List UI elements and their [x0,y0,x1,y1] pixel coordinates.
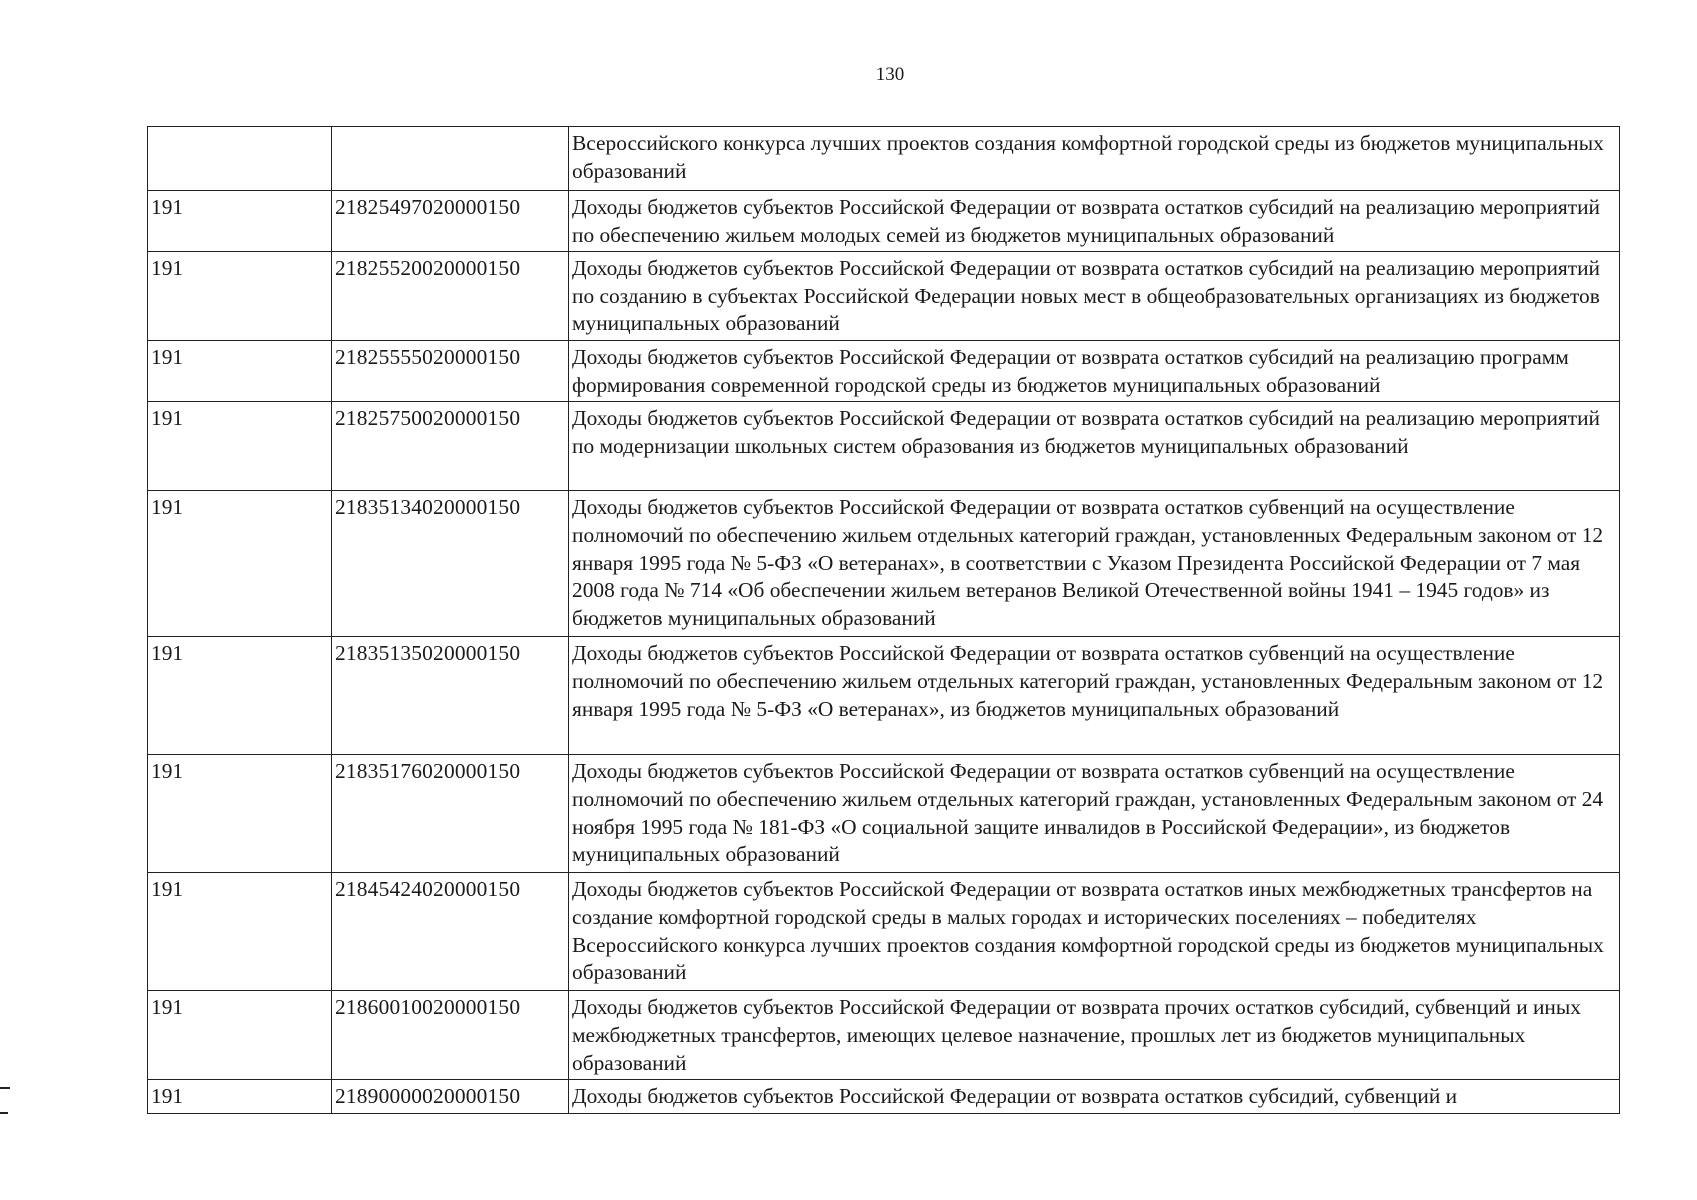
revenue-name-cell: Доходы бюджетов субъектов Российской Федерации от возврата остатков субсидий на реализацию программ формирования современной городской среды из бюджетов муниципальных образований [569,341,1620,402]
admin-code-cell: 191 [148,873,332,991]
kbk-code-cell: 21835135020000150 [332,637,569,755]
admin-code-cell: 191 [148,252,332,341]
scan-edge-mark [0,1112,8,1114]
revenue-name-cell: Доходы бюджетов субъектов Российской Федерации от возврата остатков субсидий на реализацию мероприятий по модернизации школьных систем образования из бюджетов муниципальных образований [569,402,1620,491]
admin-code-cell: 191 [148,191,332,252]
kbk-code-cell: 21845424020000150 [332,873,569,991]
kbk-code-cell: 21825750020000150 [332,402,569,491]
kbk-code-cell: 21825555020000150 [332,341,569,402]
revenue-name-cell: Доходы бюджетов субъектов Российской Федерации от возврата остатков субвенций на осуществление полномочий по обеспечению жильем отдельных категорий граждан, установленных Федеральным законом от 12 января 1995 года № 5-ФЗ «О ветеранах», из бюджетов муниципальных образований [569,637,1620,755]
revenue-name-cell: Доходы бюджетов субъектов Российской Федерации от возврата остатков субвенций на осуществление полномочий по обеспечению жильем отдельных категорий граждан, установленных Федеральным законом от 12 января 1995 года № 5-ФЗ «О ветеранах», в соответствии с Указом Президента Российской Федерации от 7 мая 2008 года № 714 «Об обеспечении жильем ветеранов Великой Отечественной войны 1941 – 1945 годов» из бюджетов муниципальных образований [569,491,1620,637]
kbk-code-cell [332,127,569,191]
revenue-name-cell: Доходы бюджетов субъектов Российской Федерации от возврата остатков субсидий, субвенций и [569,1080,1620,1114]
table-row [148,191,1620,252]
kbk-code-cell: 21825497020000150 [332,191,569,252]
table-row [148,1080,1620,1114]
table-row [148,491,1620,637]
table-row [148,402,1620,491]
revenue-name-cell: Всероссийского конкурса лучших проектов создания комфортной городской среды из бюджетов муниципальных образований [569,127,1620,191]
admin-code-cell: 191 [148,491,332,637]
kbk-code-cell: 21860010020000150 [332,991,569,1080]
revenue-name-cell: Доходы бюджетов субъектов Российской Федерации от возврата прочих остатков субсидий, субвенций и иных межбюджетных трансфертов, имеющих целевое назначение, прошлых лет из бюджетов муниципальных образований [569,991,1620,1080]
table-row [148,341,1620,402]
admin-code-cell: 191 [148,341,332,402]
revenue-name-cell: Доходы бюджетов субъектов Российской Федерации от возврата остатков иных межбюджетных трансфертов на создание комфортной городской среды в малых городах и исторических поселениях – победителях Всероссийского конкурса лучших проектов создания комфортной городской среды из бюджетов муниципальных образований [569,873,1620,991]
kbk-code-cell: 21835176020000150 [332,755,569,873]
admin-code-cell: 191 [148,637,332,755]
budget-codes-table [147,126,1620,1114]
table-row [148,873,1620,991]
admin-code-cell: 191 [148,991,332,1080]
kbk-code-cell: 21825520020000150 [332,252,569,341]
table-row [148,637,1620,755]
kbk-code-cell: 21835134020000150 [332,491,569,637]
table-row [148,127,1620,191]
table-row [148,252,1620,341]
kbk-code-cell: 21890000020000150 [332,1080,569,1114]
revenue-name-cell: Доходы бюджетов субъектов Российской Федерации от возврата остатков субсидий на реализацию мероприятий по обеспечению жильем молодых семей из бюджетов муниципальных образований [569,191,1620,252]
admin-code-cell: 191 [148,402,332,491]
admin-code-cell: 191 [148,755,332,873]
table-row [148,755,1620,873]
page-number: 130 [875,64,905,85]
scan-edge-mark [0,1087,10,1089]
table-row [148,991,1620,1080]
admin-code-cell: 191 [148,1080,332,1114]
revenue-name-cell: Доходы бюджетов субъектов Российской Федерации от возврата остатков субвенций на осуществление полномочий по обеспечению жильем отдельных категорий граждан, установленных Федеральным законом от 24 ноября 1995 года № 181-ФЗ «О социальной защите инвалидов в Российской Федерации», из бюджетов муниципальных образований [569,755,1620,873]
revenue-name-cell: Доходы бюджетов субъектов Российской Федерации от возврата остатков субсидий на реализацию мероприятий по созданию в субъектах Российской Федерации новых мест в общеобразовательных организациях из бюджетов муниципальных образований [569,252,1620,341]
admin-code-cell [148,127,332,191]
